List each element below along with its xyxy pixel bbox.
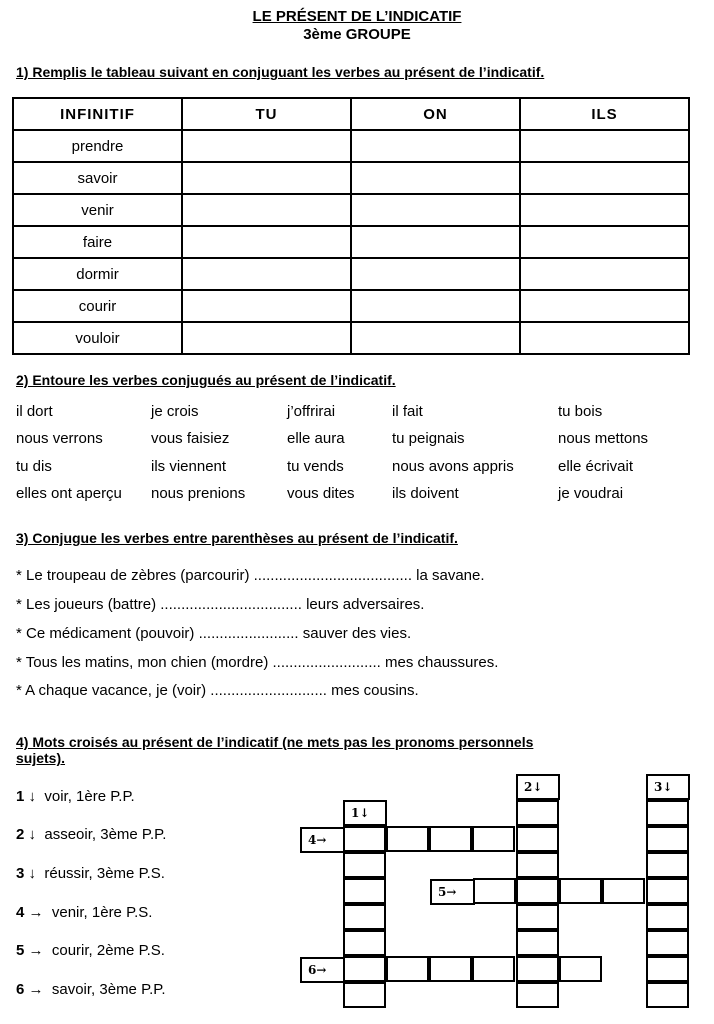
answer-cell[interactable] — [520, 322, 689, 354]
conjugation-table — [12, 97, 690, 355]
answer-cell[interactable] — [182, 130, 351, 162]
grid-label-4-across: 4→ — [300, 827, 345, 853]
clue-number: 4 → — [16, 904, 44, 921]
verb-choice[interactable]: tu dis — [16, 458, 52, 475]
clue-number: 1 ↓ — [16, 788, 37, 805]
verb-choice[interactable]: nous prenions — [151, 485, 246, 502]
grid-label-1-down: 1↓ — [343, 800, 387, 826]
sentence-item[interactable]: * Tous les matins, mon chien (mordre) .......................... mes chaussures. — [16, 654, 499, 671]
crossword-clue — [16, 942, 165, 959]
crossword-cell[interactable] — [646, 800, 689, 826]
sentence-item[interactable]: * A chaque vacance, je (voir) ............................ mes cousins. — [16, 682, 419, 699]
verb-choice[interactable]: tu vends — [287, 458, 344, 475]
clue-text: voir, 1ère P.P. — [44, 788, 135, 805]
worksheet-subtitle: 3ème GROUPE — [303, 26, 411, 43]
crossword-cell[interactable] — [646, 930, 689, 956]
exercise-4-heading: 4) Mots croisés au présent de l’indicatif (ne mets pas les pronoms personnels — [16, 734, 534, 750]
grid-label-2-down: 2↓ — [516, 774, 560, 800]
verb-choice[interactable]: ils viennent — [151, 458, 227, 475]
crossword-clue — [16, 904, 152, 921]
crossword-cell[interactable] — [559, 956, 602, 982]
grid-label-3-down: 3↓ — [646, 774, 690, 800]
verb-choice[interactable]: ils doivent — [392, 485, 459, 502]
verb-cell: prendre — [13, 130, 182, 162]
answer-cell[interactable] — [351, 226, 520, 258]
crossword-cell[interactable] — [516, 930, 559, 956]
answer-cell[interactable] — [351, 194, 520, 226]
crossword-cell[interactable] — [472, 826, 515, 852]
table-row — [13, 162, 689, 194]
crossword-cell[interactable] — [646, 904, 689, 930]
grid-label-5-across: 5→ — [430, 879, 475, 905]
crossword-cell[interactable] — [429, 826, 472, 852]
clue-number: 5 → — [16, 942, 44, 959]
column-header: ON — [351, 98, 520, 130]
table-row — [13, 322, 689, 354]
answer-cell[interactable] — [182, 322, 351, 354]
answer-cell[interactable] — [351, 322, 520, 354]
crossword-cell[interactable] — [343, 930, 386, 956]
verb-choice[interactable]: je crois — [151, 403, 199, 420]
answer-cell[interactable] — [182, 162, 351, 194]
exercise-4-heading-cont: sujets). — [16, 750, 66, 766]
answer-cell[interactable] — [351, 258, 520, 290]
answer-cell[interactable] — [182, 290, 351, 322]
sentence-item[interactable]: * Ce médicament (pouvoir) ........................ sauver des vies. — [16, 625, 412, 642]
crossword-cell[interactable] — [646, 956, 689, 982]
clue-text: réussir, 3ème P.S. — [44, 865, 165, 882]
crossword-cell[interactable] — [646, 878, 689, 904]
table-row — [13, 226, 689, 258]
crossword-cell[interactable] — [343, 852, 386, 878]
verb-choice[interactable]: vous dites — [287, 485, 355, 502]
clue-number: 2 ↓ — [16, 826, 37, 843]
clue-text: asseoir, 3ème P.P. — [44, 826, 167, 843]
verb-cell: dormir — [13, 258, 182, 290]
crossword-clue — [16, 981, 166, 998]
verb-choice[interactable]: vous faisiez — [151, 430, 230, 447]
answer-cell[interactable] — [520, 162, 689, 194]
crossword-cell[interactable] — [516, 826, 559, 852]
verb-choice[interactable]: nous mettons — [558, 430, 649, 447]
answer-cell[interactable] — [182, 226, 351, 258]
crossword-cell[interactable] — [516, 878, 559, 904]
answer-cell[interactable] — [520, 130, 689, 162]
crossword-cell[interactable] — [386, 826, 429, 852]
crossword-cell[interactable] — [429, 956, 472, 982]
crossword-cell[interactable] — [602, 878, 645, 904]
exercise-1-heading: 1) Remplis le tableau suivant en conjuguant les verbes au présent de l’indicatif. — [16, 64, 545, 80]
table-row — [13, 130, 689, 162]
answer-cell[interactable] — [520, 226, 689, 258]
answer-cell[interactable] — [351, 162, 520, 194]
crossword-cell[interactable] — [343, 982, 386, 1008]
crossword-cell[interactable] — [646, 826, 689, 852]
verb-cell: vouloir — [13, 322, 182, 354]
crossword-cell[interactable] — [646, 852, 689, 878]
answer-cell[interactable] — [182, 258, 351, 290]
crossword-cell[interactable] — [473, 878, 516, 904]
answer-cell[interactable] — [182, 194, 351, 226]
sentence-item[interactable]: * Le troupeau de zèbres (parcourir) ...................................... la savane. — [16, 567, 485, 584]
column-header: TU — [182, 98, 351, 130]
grid-label-6-across: 6→ — [300, 957, 345, 983]
crossword-cell[interactable] — [516, 956, 559, 982]
answer-cell[interactable] — [520, 290, 689, 322]
crossword-cell[interactable] — [516, 982, 559, 1008]
answer-cell[interactable] — [351, 290, 520, 322]
verb-cell: venir — [13, 194, 182, 226]
clue-text: savoir, 3ème P.P. — [51, 981, 166, 998]
table-row — [13, 194, 689, 226]
crossword-cell[interactable] — [516, 904, 559, 930]
column-header: INFINITIF — [13, 98, 182, 130]
crossword-cell[interactable] — [343, 878, 386, 904]
verb-choice[interactable]: nous avons appris — [392, 458, 514, 475]
crossword-cell[interactable] — [559, 878, 602, 904]
clue-text: venir, 1ère P.S. — [51, 904, 153, 921]
answer-cell[interactable] — [520, 194, 689, 226]
crossword-cell[interactable] — [472, 956, 515, 982]
crossword-clue — [16, 826, 166, 843]
exercise-3-heading: 3) Conjugue les verbes entre parenthèses au présent de l’indicatif. — [16, 530, 458, 546]
verb-choice[interactable]: tu bois — [558, 403, 603, 420]
verb-cell: faire — [13, 226, 182, 258]
exercise-2-heading: 2) Entoure les verbes conjugués au présent de l’indicatif. — [16, 372, 396, 388]
sentence-item[interactable]: * Les joueurs (battre) .................................. leurs adversaires. — [16, 596, 425, 613]
verb-choice[interactable]: elle écrivait — [558, 458, 634, 475]
table-row — [13, 290, 689, 322]
verb-choice[interactable]: j’offrirai — [287, 403, 336, 420]
crossword-clue — [16, 865, 165, 882]
crossword-cell[interactable] — [386, 956, 429, 982]
clue-number: 6 → — [16, 981, 44, 998]
clue-number: 3 ↓ — [16, 865, 37, 882]
crossword-cell[interactable] — [343, 826, 386, 852]
answer-cell[interactable] — [351, 130, 520, 162]
verb-cell: courir — [13, 290, 182, 322]
crossword-cell[interactable] — [516, 852, 559, 878]
verb-choice[interactable]: il dort — [16, 403, 53, 420]
verb-choice[interactable]: nous verrons — [16, 430, 103, 447]
crossword-clue — [16, 788, 135, 805]
crossword-cell[interactable] — [646, 982, 689, 1008]
verb-choice[interactable]: elles ont aperçu — [16, 485, 122, 502]
table-header-row — [13, 98, 689, 130]
verb-choice[interactable]: je voudrai — [558, 485, 624, 502]
verb-choice[interactable]: tu peignais — [392, 430, 465, 447]
crossword-cell[interactable] — [343, 904, 386, 930]
crossword-cell[interactable] — [516, 800, 559, 826]
answer-cell[interactable] — [520, 258, 689, 290]
verb-choice[interactable]: elle aura — [287, 430, 345, 447]
worksheet-title: LE PRÉSENT DE L’INDICATIF — [252, 8, 462, 25]
clue-text: courir, 2ème P.S. — [51, 942, 165, 959]
crossword-cell[interactable] — [343, 956, 386, 982]
verb-choice[interactable]: il fait — [392, 403, 423, 420]
column-header: ILS — [520, 98, 689, 130]
table-row — [13, 258, 689, 290]
verb-cell: savoir — [13, 162, 182, 194]
